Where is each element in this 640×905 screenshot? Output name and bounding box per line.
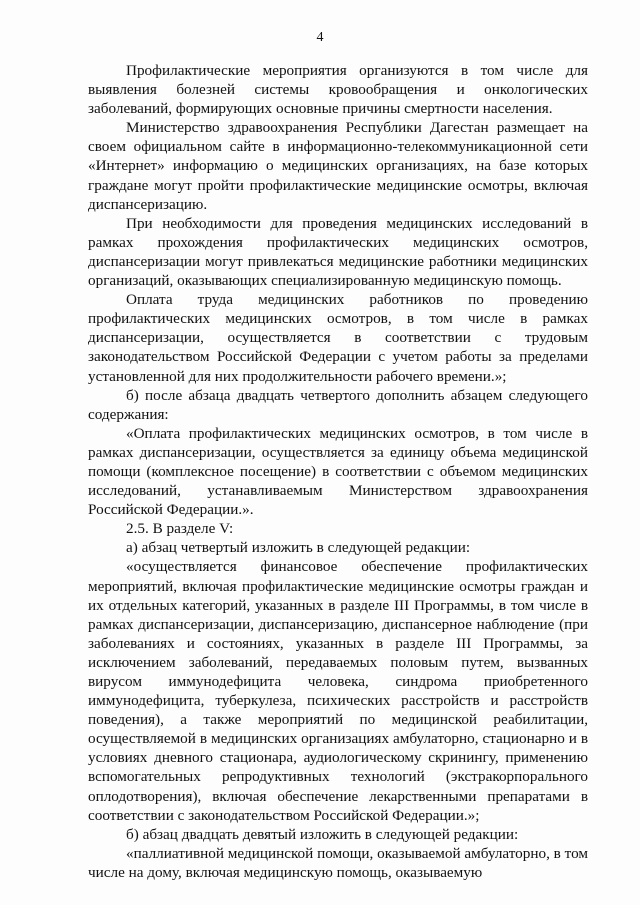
paragraph-3: При необходимости для проведения медицинских исследований в рамках прохождения профилактических медицинских осмотров, диспансеризации могут привлекаться медицинские работники медицинских организаций, оказывающих специализированную медицинскую помощь. — [88, 214, 588, 290]
paragraph-7: 2.5. В разделе V: — [126, 520, 234, 538]
paragraph-8: а) абзац четвертый изложить в следующей редакции: — [126, 539, 471, 557]
paragraph-10: б) абзац двадцать девятый изложить в следующей редакции: — [126, 825, 519, 843]
paragraph-2: Министерство здравоохранения Республики Дагестан размещает на своем официальном сайте в информационно-телекоммуникационной сети «Интернет» информацию о медицинских организациях, на базе которых граждане могут пройти профилактические медицинские осмотры, включая диспансеризацию. — [88, 119, 588, 213]
page-number: 4 — [316, 30, 324, 45]
paragraph-1: Профилактические мероприятия организуются в том числе для выявления болезней системы кровообращения и онкологических заболеваний, формирующих основные причины смертности населения. — [88, 62, 588, 118]
paragraph-6: «Оплата профилактических медицинских осмотров, в том числе в рамках диспансеризации, осуществляется за единицу объема медицинской помощи (комплексное посещение) в соответствии с объемом медицинских исследований, устанавливаемым Министерством здравоохранения Российской Федерации.». — [88, 424, 588, 519]
paragraph-9: «осуществляется финансовое обеспечение профилактических мероприятий, включая профилактические медицинские осмотры граждан и их отдельных категорий, указанных в разделе III Программы, в том числе в рамках диспансеризации, диспансеризацию, диспансерное наблюдение (при заболеваниях и состояниях, указанных в разделе III Программы, за исключением заболеваний, передаваемых половым путем, вызванных вирусом иммунодефицита человека, синдрома приобретенного иммунодефицита, туберкулеза, психических расстройств и расстройств поведения), а также мероприятий по медицинской реабилитации, осуществляемой в медицинских организациях амбулаторно, стационарно и в условиях дневного стационара, аудиологическому скринингу, применению вспомогательных репродуктивных технологий (экстракорпорального оплодотворения), включая обеспечение лекарственными препаратами в соответствии с законодательством Российской Федерации.»; — [88, 558, 588, 824]
paragraph-11: «паллиативной медицинской помощи, оказываемой амбулаторно, в том числе на дому, включая медицинскую помощь, оказываемую — [88, 844, 588, 881]
document-body — [88, 61, 588, 882]
paragraph-5: б) после абзаца двадцать четвертого дополнить абзацем следующего содержания: — [88, 386, 588, 423]
paragraph-4: Оплата труда медицинских работников по проведению профилактических медицинских осмотров, в том числе в рамках диспансеризации, осуществляется в соответствии с трудовым законодательством Российской Федерации с учетом работы за пределами установленной для них продолжительности рабочего времени.»; — [88, 291, 588, 385]
